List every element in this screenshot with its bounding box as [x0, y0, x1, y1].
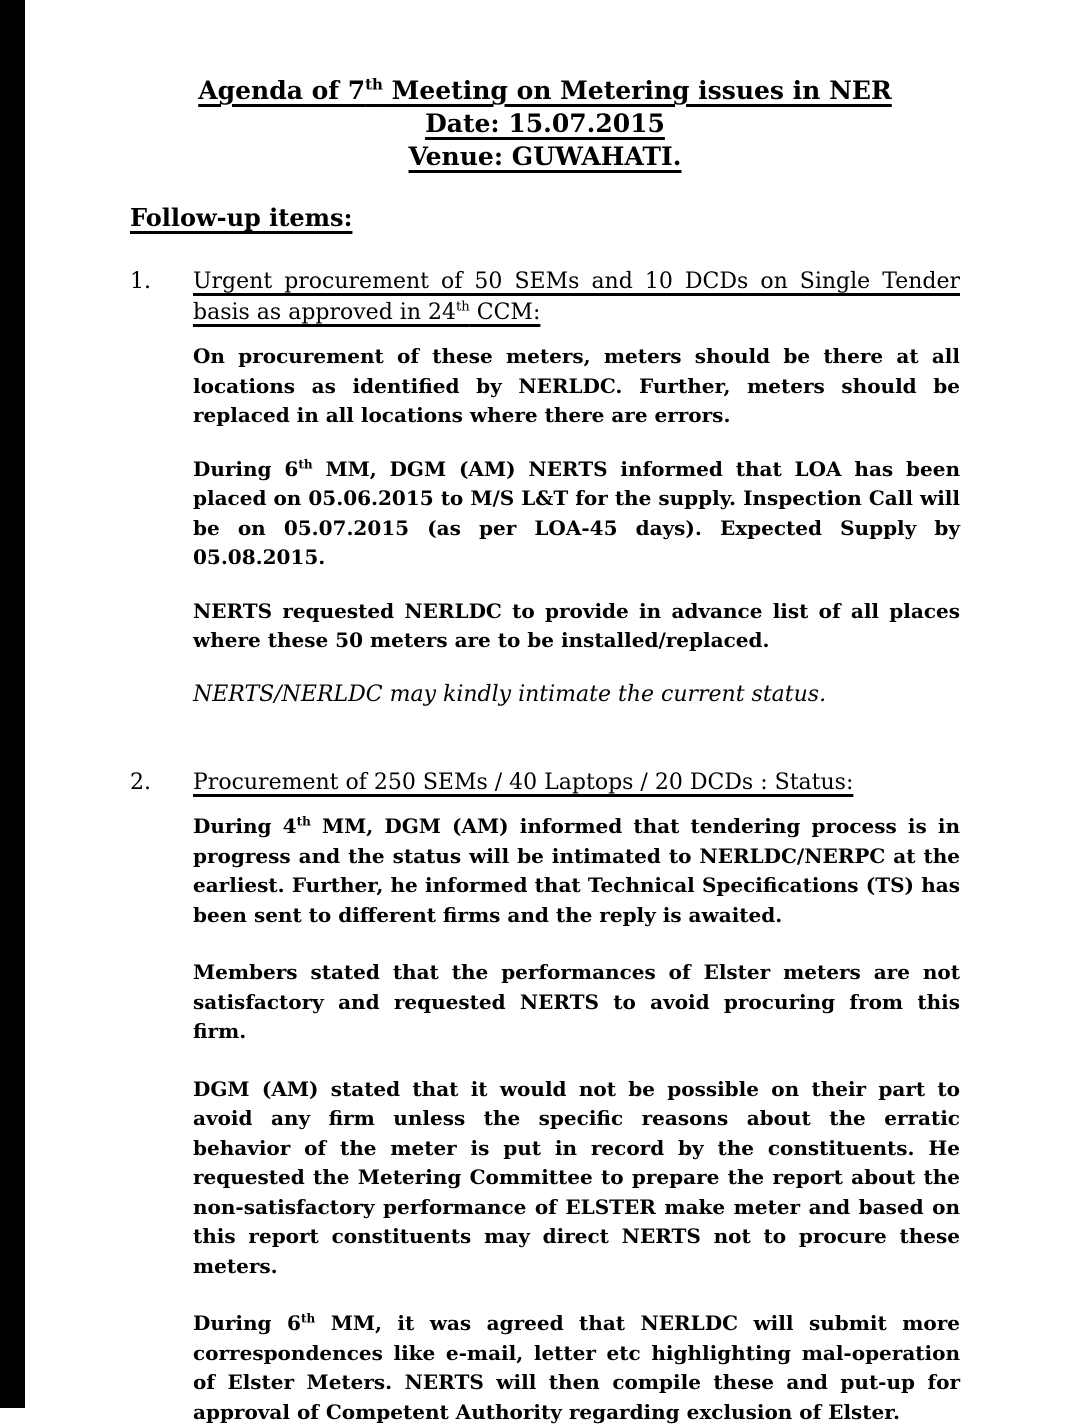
document-header [130, 74, 960, 173]
item-1-paragraph-3: NERTS requested NERLDC to provide in advance list of all places where these 50 meters are to be installed/replaced. [193, 598, 960, 652]
document-venue [130, 140, 960, 173]
document-title-text: Agenda of 7th Meeting on Metering issues in NER [198, 75, 892, 105]
item-2-paragraph-2: Members stated that the performances of Elster meters are not satisfactory and requested NERTS to avoid procuring from this firm. [193, 960, 960, 1043]
item-1-heading-text: Urgent procurement of 50 SEMs and 10 DCDs on Single Tender basis as approved in 24th CCM: [193, 269, 960, 325]
item-1-heading [193, 266, 960, 328]
section-heading-text: Follow-up items: [130, 203, 353, 232]
item-1-paragraph-4: NERTS/NERLDC may kindly intimate the current status. [193, 681, 827, 707]
agenda-item-2 [130, 767, 960, 1427]
section-heading-follow-up-items [130, 201, 960, 234]
document-date-text: Date: 15.07.2015 [425, 109, 665, 138]
agenda-item-1 [130, 266, 960, 709]
document-page [130, 0, 960, 1427]
item-2-heading [193, 767, 960, 798]
item-2-paragraph-4: During 6th MM, it was agreed that NERLDC will submit more correspondences like e-mail, letter etc highlighting mal-operation of Elster Meters. NERTS will then compile these and put-up for approval of Competent Authority regarding exclusion of Elster. [193, 1311, 960, 1424]
document-title [130, 74, 960, 107]
item-2-paragraph-3: DGM (AM) stated that it would not be possible on their part to avoid any firm unless the specific reasons about the erratic behavior of the meter is put in record by the constituents. He requested the Metering Committee to prepare the report about the non-satisfactory performance of ELSTER make meter and based on this report constituents may direct NERTS not to procure these meters. [193, 1076, 960, 1278]
item-1-paragraph-2: During 6th MM, DGM (AM) NERTS informed that LOA has been placed on 05.06.2015 to M/S L&T for the supply. Inspection Call will be on 05.07.2015 (as per LOA-45 days). Expected Supply by 05.08.2015. [193, 456, 960, 569]
scan-edge-artifact [0, 0, 25, 1408]
item-1-paragraph-1: On procurement of these meters, meters should be there at all locations as identified by NERLDC. Further, meters should be replaced in all locations where there are errors. [193, 344, 960, 427]
item-2-number: 2. [130, 770, 151, 795]
item-1-number: 1. [130, 269, 151, 294]
item-2-heading-text: Procurement of 250 SEMs / 40 Laptops / 20 DCDs : Status: [193, 770, 854, 795]
item-2-paragraph-1: During 4th MM, DGM (AM) informed that tendering process is in progress and the status will be intimated to NERLDC/NERPC at the earliest. Further, he informed that Technical Specifications (TS) has been sent to different firms and the reply is awaited. [193, 814, 960, 927]
document-venue-text: Venue: GUWAHATI. [408, 142, 682, 171]
document-date [130, 107, 960, 140]
